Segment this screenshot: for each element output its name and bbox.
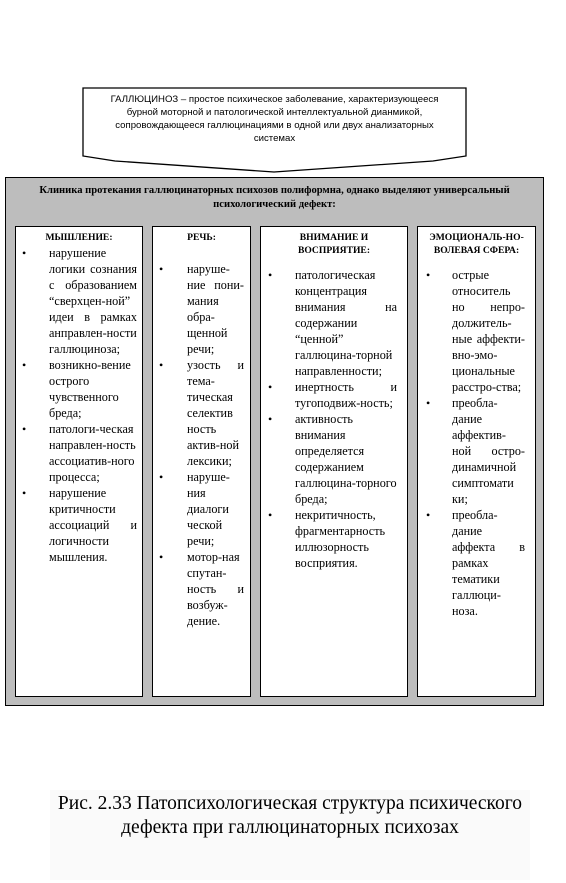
column-list	[22, 245, 137, 565]
list-item: • острые относитель но непро-должитель-ные аффекти-вно-эмо-циональные расстро-ства;	[426, 268, 525, 394]
bullet-icon: •	[268, 412, 273, 426]
list-item: • наруше-ние пони-мания обра-щенной речи;	[159, 261, 244, 356]
column-thinking	[15, 226, 143, 697]
bullet-icon: •	[22, 245, 27, 260]
column-attention-perception	[260, 226, 408, 697]
bullet-icon: •	[426, 508, 431, 522]
list-item: • узость и тема-тическая селектив ность актив-ной лексики;	[159, 357, 244, 468]
bullet-icon: •	[22, 485, 27, 500]
list-item: • преобла-дание аффекта в рамках тематики галлюци-ноза.	[426, 508, 525, 618]
column-title: МЫШЛЕНИЕ:	[45, 232, 113, 243]
bullet-icon: •	[159, 261, 164, 276]
list-item: • преобла-дание аффектив-ной остро-динамичной симптомати ки;	[426, 396, 525, 506]
column-emotional-volitional	[417, 226, 536, 697]
definition-text: ГАЛЛЮЦИНОЗ – простое психическое заболевание, характеризующееся бурной моторной и патологической интеллектуальной дианмикой, сопровождающееся галлюцинациями в одной или двух анализаторных системах	[110, 94, 439, 144]
column-list	[426, 267, 525, 619]
column-title: ЭМОЦИОНАЛЬ-НО-ВОЛЕВАЯ СФЕРА:	[429, 232, 524, 256]
bullet-icon: •	[159, 469, 164, 484]
caption-text: Рис. 2.33 Патопсихологическая структура психического дефекта при галлюцинаторных психозах	[57, 793, 523, 838]
column-list	[159, 261, 244, 629]
main-box	[5, 177, 544, 706]
list-item: • мотор-ная спутан-ность и возбуж-дение.	[159, 549, 244, 628]
bullet-icon: •	[22, 357, 27, 372]
list-item: • активность внимания определяется содержанием галлюцина-торного бреда;	[268, 412, 397, 506]
bullet-icon: •	[22, 421, 27, 436]
figure-caption	[50, 790, 530, 880]
list-item: • некритичность, фрагментарность иллюзорность восприятия.	[268, 508, 386, 570]
list-item: • инертность и тугоподвиж-ность;	[268, 380, 397, 410]
list-item: • нарушение логики сознания с образованием “сверхцен-ной” идеи в рамках анправлен-ности галлюциноза;	[22, 245, 137, 356]
bullet-icon: •	[426, 396, 431, 410]
list-item: • нарушение критичности ассоциаций и логичности мышления.	[22, 485, 137, 564]
column-title: РЕЧЬ:	[187, 232, 216, 243]
main-box-title: Клиника протекания галлюцинаторных психозов полиформна, однако выделяют универсальный психологический дефект:	[39, 185, 510, 210]
column-list	[268, 267, 397, 571]
column-title: ВНИМАНИЕ И ВОСПРИЯТИЕ:	[297, 232, 371, 256]
bullet-icon: •	[159, 357, 164, 372]
list-item: • возникно-вение острого чувственного бреда;	[22, 357, 131, 420]
bullet-icon: •	[268, 268, 273, 282]
list-item: • наруше-ния диалоги ческой речи;	[159, 469, 230, 548]
list-item: • патологи-ческая направлен-ность ассоциатив-ного процесса;	[22, 421, 136, 484]
list-item: • патологическая концентрация внимания на содержании “ценной” галлюцина-торной направленности;	[268, 268, 397, 378]
bullet-icon: •	[426, 268, 431, 282]
column-speech	[152, 226, 251, 697]
definition-box	[82, 87, 467, 187]
bullet-icon: •	[159, 549, 164, 564]
bullet-icon: •	[268, 508, 273, 522]
bullet-icon: •	[268, 380, 273, 394]
